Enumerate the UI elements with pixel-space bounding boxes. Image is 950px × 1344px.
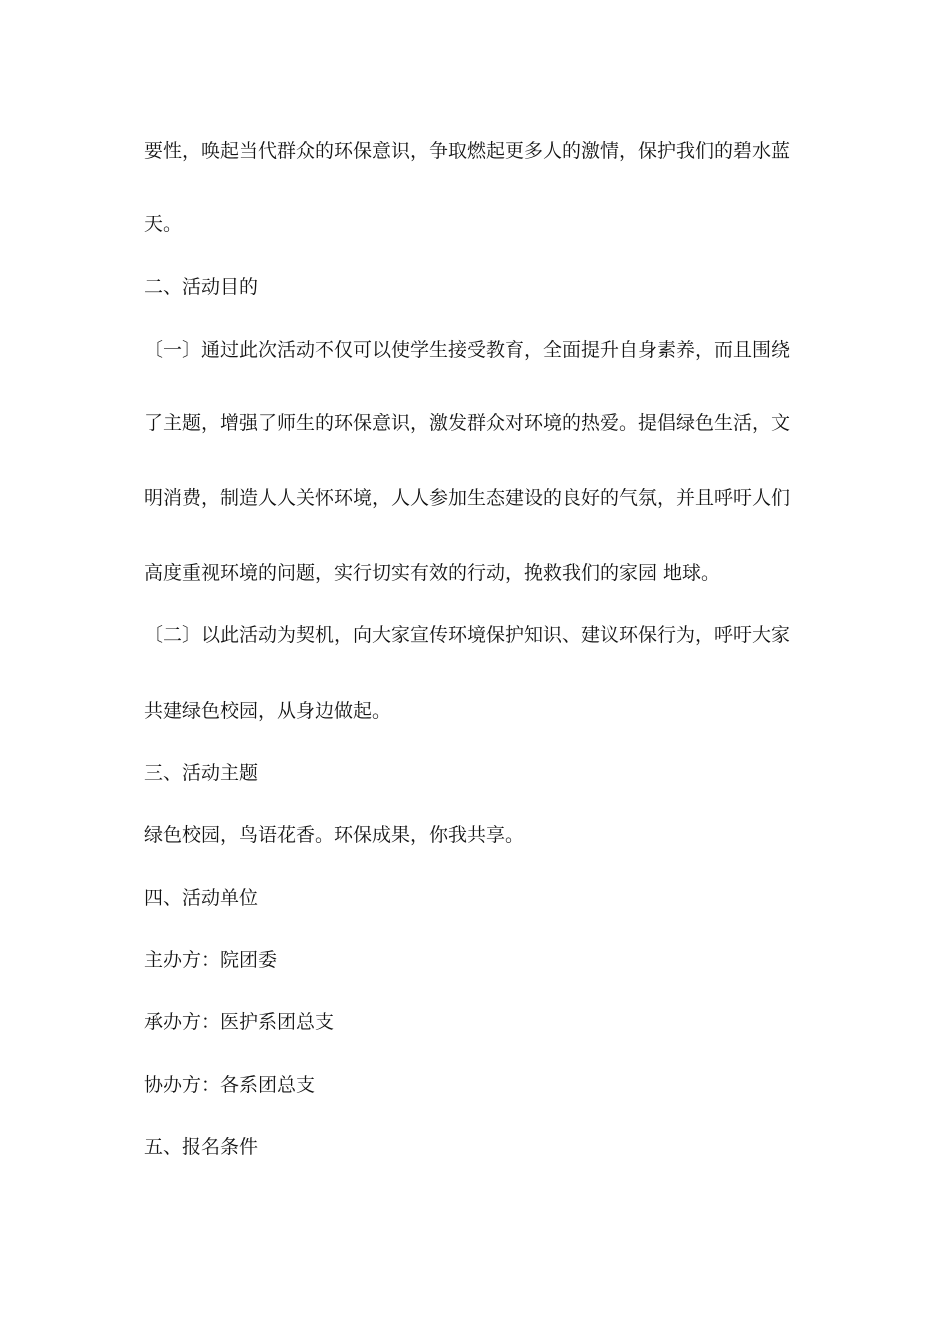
section-heading-purpose: 二、活动目的 (144, 276, 259, 298)
section-heading-theme: 三、活动主题 (144, 762, 259, 784)
co-organizer-line: 协办方：各系团总支 (144, 1074, 316, 1096)
paragraph-line: 了主题，增强了师生的环保意识，激发群众对环境的热爱。提倡绿色生活，文 (144, 412, 791, 434)
paragraph-line: 要性，唤起当代群众的环保意识，争取燃起更多人的激情，保护我们的碧水蓝 (144, 140, 791, 162)
paragraph-line: 共建绿色校园，从身边做起。 (144, 700, 392, 722)
paragraph-line: 明消费，制造人人关怀环境，人人参加生态建设的良好的气氛，并且呼吁人们 (144, 487, 791, 509)
paragraph-line: 〔二〕以此活动为契机，向大家宣传环境保护知识、建议环保行为，呼吁大家 (144, 624, 791, 646)
section-heading-registration: 五、报名条件 (144, 1136, 259, 1158)
section-heading-units: 四、活动单位 (144, 887, 259, 909)
paragraph-line: 天。 (144, 213, 183, 235)
organizer-line: 主办方：院团委 (144, 949, 278, 971)
paragraph-line: 绿色校园，鸟语花香。环保成果，你我共享。 (144, 824, 525, 846)
paragraph-line: 〔一〕通过此次活动不仅可以使学生接受教育，全面提升自身素养，而且围绕 (144, 339, 791, 361)
undertaker-line: 承办方：医护系团总支 (144, 1011, 335, 1033)
paragraph-line: 高度重视环境的问题，实行切实有效的行动，挽救我们的家园 地球。 (144, 562, 721, 584)
